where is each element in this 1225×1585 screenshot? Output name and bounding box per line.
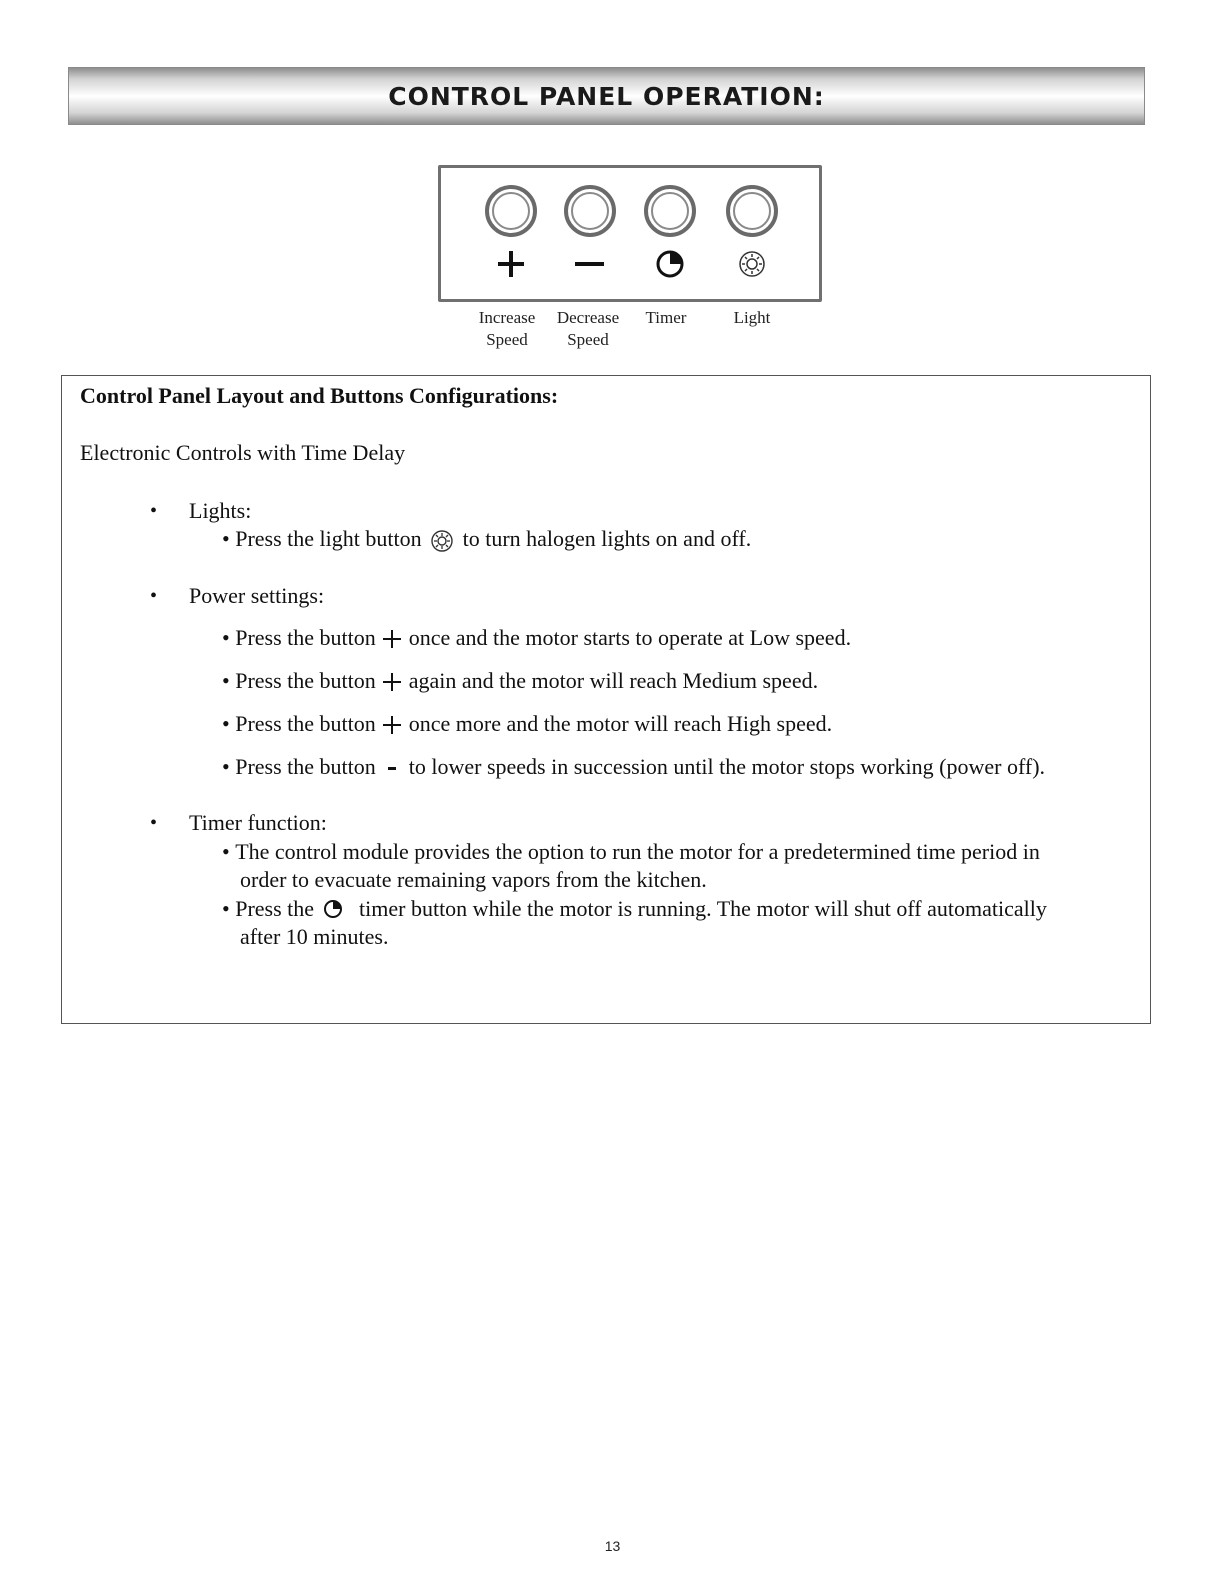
section-title: Control Panel Layout and Buttons Configurations: [80, 383, 559, 408]
lights-item-1: • Press the light button to turn halogen lights on and off. [222, 525, 751, 554]
power-item-2: • Press the button again and the motor will reach Medium speed. [222, 667, 818, 696]
timer-button [646, 187, 694, 235]
header-banner [68, 67, 1145, 125]
plus-icon [381, 670, 403, 696]
light-icon [427, 528, 457, 554]
timer-item-2-line-2: after 10 minutes. [240, 924, 389, 949]
power-item-3: • Press the button once more and the motor will reach High speed. [222, 710, 832, 739]
light-label: Light [733, 308, 771, 327]
timer-icon [658, 252, 682, 276]
page-title: CONTROL PANEL OPERATION: [388, 81, 825, 111]
minus-icon [575, 262, 604, 266]
timer-item-1-line-1: • The control module provides the option to run the motor for a predetermined time period in [222, 839, 1040, 864]
bullet-power: • [150, 585, 158, 607]
timer-icon [320, 898, 354, 924]
bullet-lights: • [150, 500, 158, 522]
plus-icon [381, 713, 403, 739]
power-item-1: • Press the button once and the motor starts to operate at Low speed. [222, 624, 851, 653]
timer-item-2-line-1: • Press the timer button while the motor is running. The motor will shut off automatically [222, 895, 1047, 924]
timer-label: Timer [645, 308, 687, 327]
section-subtitle: Electronic Controls with Time Delay [80, 440, 406, 465]
control-panel-section [61, 375, 1151, 1024]
timer-heading: Timer function: [189, 810, 327, 835]
increase-speed-button [487, 187, 535, 235]
bullet-timer: • [150, 812, 158, 834]
power-item-4: • Press the button to lower speeds in succession until the motor stops working (power off). [222, 753, 1045, 782]
page-number: 13 [604, 1538, 621, 1554]
lights-heading: Lights: [189, 498, 252, 523]
increase-speed-label: Increase Speed [478, 308, 536, 349]
decrease-speed-label: Decrease Speed [556, 308, 620, 349]
minus-icon [381, 756, 403, 782]
power-heading: Power settings: [189, 583, 325, 608]
plus-icon [498, 251, 524, 277]
timer-item-1-line-2: order to evacuate remaining vapors from the kitchen. [240, 867, 707, 892]
control-panel-diagram [438, 165, 822, 302]
plus-icon [381, 627, 403, 653]
decrease-speed-button [566, 187, 614, 235]
light-icon [740, 252, 764, 276]
light-button [728, 187, 776, 235]
